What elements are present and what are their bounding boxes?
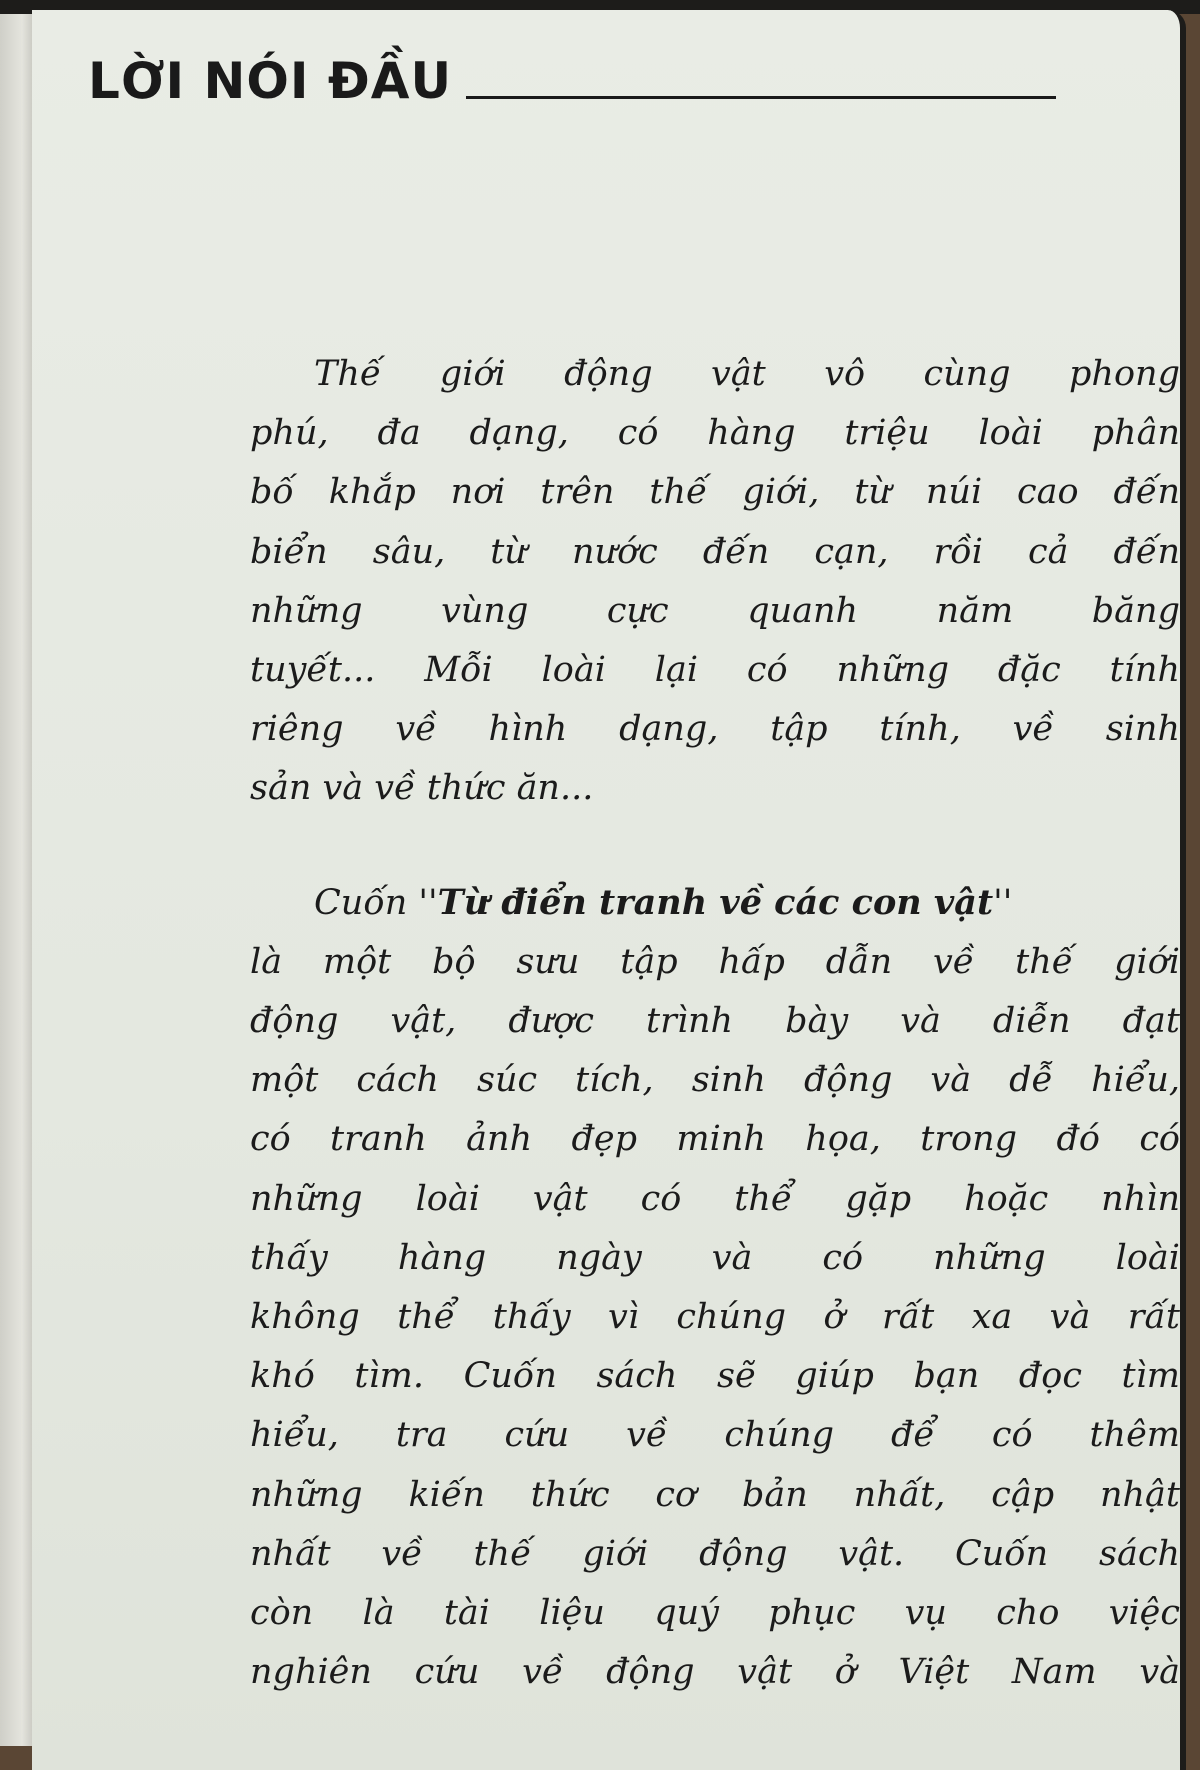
heading-title: LỜI NÓI ĐẦU bbox=[88, 52, 453, 110]
text-line: có tranh ảnh đẹp minh họa, trong đó có bbox=[250, 1119, 1180, 1160]
text-line: không thể thấy vì chúng ở rất xa và rất bbox=[250, 1297, 1180, 1338]
text-line: phú, đa dạng, có hàng triệu loài phân bbox=[250, 413, 1180, 454]
paragraph-spacer bbox=[250, 819, 1180, 873]
intro-word: Cuốn '' bbox=[314, 882, 438, 923]
text-line: còn là tài liệu quý phục vụ cho việc bbox=[250, 1593, 1180, 1634]
text-line: biển sâu, từ nước đến cạn, rồi cả đến bbox=[250, 531, 1180, 572]
text-line: sản và về thức ăn... bbox=[250, 768, 594, 809]
preface-text bbox=[250, 345, 1180, 1702]
paragraph-1 bbox=[250, 345, 1180, 819]
text-line: những kiến thức cơ bản nhất, cập nhật bbox=[250, 1474, 1180, 1515]
text-line: bố khắp nơi trên thế giới, từ núi cao đến bbox=[250, 472, 1180, 513]
text-line: động vật, được trình bày và diễn đạt bbox=[250, 1001, 1180, 1042]
book-title: Từ điển tranh về các con vật bbox=[437, 881, 994, 923]
text-line: tuyết... Mỗi loài lại có những đặc tính bbox=[250, 650, 1180, 691]
book-page bbox=[32, 10, 1186, 1770]
heading-underline bbox=[466, 96, 1056, 99]
text-line: riêng về hình dạng, tập tính, về sinh bbox=[250, 709, 1180, 750]
text-line: Thế giới động vật vô cùng phong bbox=[314, 354, 1180, 394]
paragraph-2 bbox=[250, 873, 1180, 1703]
text-line: một cách súc tích, sinh động và dễ hiểu, bbox=[250, 1060, 1180, 1101]
text-line: khó tìm. Cuốn sách sẽ giúp bạn đọc tìm bbox=[250, 1356, 1180, 1397]
text-line-with-title bbox=[250, 873, 1180, 933]
text-line: nhất về thế giới động vật. Cuốn sách bbox=[250, 1533, 1180, 1574]
closing-quote: '' bbox=[993, 882, 1013, 923]
text-line: hiểu, tra cứu về chúng để có thêm bbox=[250, 1415, 1180, 1456]
text-line: những loài vật có thể gặp hoặc nhìn bbox=[250, 1178, 1180, 1219]
text-line: nghiên cứu về động vật ở Việt Nam và bbox=[250, 1652, 1180, 1693]
text-line: là một bộ sưu tập hấp dẫn về thế giới bbox=[250, 941, 1180, 982]
section-heading bbox=[88, 52, 1088, 110]
text-line: thấy hàng ngày và có những loài bbox=[250, 1237, 1180, 1278]
text-line: những vùng cực quanh năm băng bbox=[250, 590, 1180, 631]
